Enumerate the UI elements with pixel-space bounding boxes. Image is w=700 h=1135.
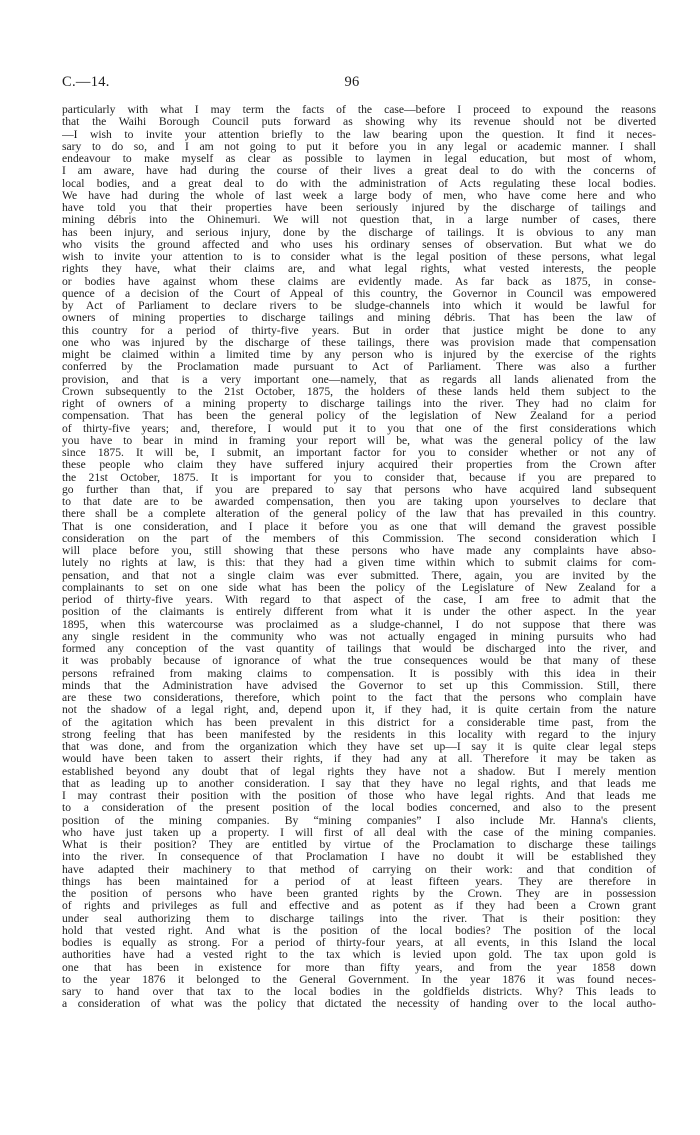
text-line: pensation, and that not a single claim was ever submitted. There, again, you are invited by the (62, 569, 656, 582)
text-line: formed any conception of the vast quantity of tailings that would be discharged into the river, and (62, 643, 656, 655)
text-line: you have to bear in mind in framing your report will be, what was the general policy of the law (62, 434, 656, 447)
text-line: consideration on the part of the members of this Commission. The second consideration which I (62, 532, 656, 545)
text-line: right of owners of a mining property to discharge tailings into the river. They had no claim for (62, 398, 656, 410)
text-line: I am aware, have had during the course of their lives a great deal to do with the concerns of (62, 165, 656, 178)
text-line: or bodies have against whom these claims are evidently made. As far back as 1875, in conse- (62, 275, 656, 288)
text-line: minds that the Administration have advised the Governor to set up this Commission. Still, there (62, 679, 656, 692)
text-line: a consideration of what was the policy that dictated the necessity of handing over to the local autho- (62, 998, 656, 1011)
text-line: have adapted their machinery to that method of carrying on their work: and that condition of (62, 863, 656, 876)
text-line: have told you that their properties have been seriously injured by the discharge of tailings and (62, 202, 656, 214)
text-line: particularly with what I may term the facts of the case—before I proceed to expound the reasons (62, 104, 656, 116)
page-number: 96 (344, 74, 360, 90)
text-line: owners of mining properties to discharge tailings and mining débris. That has been the law of (62, 312, 656, 325)
text-line: of thirty-five years; and, therefore, I would put it to you that one of the first considerations which (62, 422, 656, 435)
text-line: any single resident in the community who was not actually engaged in mining pursuits who had (62, 630, 656, 643)
text-line: who visits the ground affected and who uses his ordinary senses of observation. But what we do (62, 238, 656, 251)
text-line: lutely no rights at law, is this: that they had a given time within which to submit claims for com- (62, 557, 656, 570)
text-line: to that date are to be awarded compensation, then you are taking upon yourselves to declare that (62, 496, 656, 508)
page-header (62, 74, 642, 94)
text-line: these people who claim they have suffered injury acquired their properties from the Crown after (62, 459, 656, 472)
text-line: of rights and privileges as full and effective and as potent as if they had been a Crown grant (62, 900, 656, 913)
text-line: position of the mining companies. By “mining companies” I also include Mr. Hanna's clients, (62, 814, 656, 827)
text-line: under seal authorizing them to discharge tailings into the river. That is their position: they (62, 912, 656, 925)
text-line: wish to invite your attention to is to consider what is the legal position of these persons, what legal (62, 251, 656, 263)
text-line: mining débris into the Ohinemuri. We will not question that, in a large number of cases, there (62, 214, 656, 227)
text-line: local bodies, and a great deal to do with the administration of Acts regulating these local bodies. (62, 177, 656, 190)
text-line: 1895, when this watercourse was proclaimed as a sludge-channel, I do not suppose that there was (62, 618, 656, 631)
text-line: since 1875. It will be, I submit, an important factor for you to consider whether or not any of (62, 447, 656, 459)
text-line: period of thirty-five years. With regard to that aspect of the case, I am free to admit that the (62, 594, 656, 606)
text-line: not the shadow of a legal right, and, depend upon it, if they had, it is quite certain from the nature (62, 704, 656, 717)
text-line: What is their position? They are entitled by virtue of the Proclamation to discharge these tailings (62, 839, 656, 851)
text-line: by Act of Parliament to declare rivers to be sludge-channels into which it would be lawful for (62, 300, 656, 312)
text-line: of the agitation which has been prevalent in this district for a considerable time past, from the (62, 716, 656, 729)
text-line: that as leading up to another consideration. I say that they have no legal rights, and that leads me (62, 777, 656, 790)
text-line: —I wish to invite your attention briefly to the law bearing upon the question. It find it neces- (62, 128, 656, 141)
text-line: there shall be a complete alteration of the general policy of the law that has prevailed in this country. (62, 508, 656, 521)
text-line: complainants to set on one side what has been the policy of the Legislature of New Zealand for a (62, 581, 656, 594)
text-line: go further than that, if you are prepared to say that persons who have acquired land subsequent (62, 483, 656, 496)
text-line: sary to hand over that tax to the local bodies in the goldfields districts. Why? This leads to (62, 986, 656, 998)
text-line: strong feeling that has been manifested by the residents in this locality with regard to the injury (62, 728, 656, 741)
text-line: I may contrast their position with the position of those who have legal rights. And that leads me (62, 790, 656, 802)
text-line: one that has been in existence for more than fifty years, and from the year 1858 down (62, 961, 656, 974)
text-line: persons refrained from making claims to compensation. It is possibly with this idea in their (62, 667, 656, 680)
text-line: are these two considerations, therefore, which point to the fact that the persons who complain have (62, 692, 656, 704)
text-line: might be claimed within a limited time by any person who is injured by the exercise of the rights (62, 349, 656, 361)
text-line: authorities have had a vested right to the tax which is levied upon gold. The tax upon gold is (62, 949, 656, 962)
text-line: endeavour to make myself as clear as possible to laymen in legal education, but most of whom, (62, 153, 656, 165)
text-line: would have been taken to assert their rights, if they had any at all. Therefore it may be taken as (62, 753, 656, 766)
text-line: things has been maintained for a period of at least fifteen years. They are therefore in (62, 875, 656, 888)
text-line: that was done, and from the organization which they have set up—I say it is quite clear legal steps (62, 741, 656, 753)
text-line: hold that vested right. And what is the position of the local bodies? The position of the local (62, 924, 656, 937)
text-line: Crown subsequently to the 21st October, 1875, the holders of these lands held them subject to the (62, 385, 656, 398)
text-line: conferred by the Proclamation made pursuant to Act of Parliament. There was also a further (62, 361, 656, 374)
text-line: bodies is equally as strong. For a period of thirty-four years, at all events, in this Island the local (62, 937, 656, 949)
text-line: That is one consideration, and I place it before you as one that will demand the gravest possible (62, 520, 656, 533)
text-line: to a consideration of the present position of the local bodies concerned, and also to the present (62, 802, 656, 815)
text-line: will place before you, still showing that these persons who have made any complaints have abso- (62, 545, 656, 557)
text-line: that the Waihi Borough Council puts forward as showing why its revenue should not be diverted (62, 116, 656, 129)
text-line: into the river. In consequence of that Proclamation I have no doubt it will be established they (62, 851, 656, 864)
text-line: this country for a period of thirty-five years. But in order that justice might be done to any (62, 324, 656, 337)
text-line: compensation. That has been the general policy of the legislation of New Zealand for a period (62, 410, 656, 423)
body-paragraph (62, 104, 656, 1011)
document-reference: C.—14. (62, 74, 110, 90)
text-line: We have had during the whole of last week a large body of men, who have come here and who (62, 189, 656, 202)
text-line: established beyond any doubt that of legal rights they have not a shadow. But I merely mention (62, 765, 656, 778)
text-line: quence of a decision of the Court of Appeal of this country, the Governor in Council was empowered (62, 287, 656, 300)
text-line: sary to do so, and I am not going to put it before you in any legal or academic manner. I shall (62, 140, 656, 153)
text-line: position of the claimants is entirely different from what it is under the other aspect. In the year (62, 606, 656, 619)
text-line: to the year 1876 it belonged to the General Government. In the year 1876 it was found neces- (62, 973, 656, 986)
text-line: who have just taken up a property. I will first of all deal with the case of the mining companies. (62, 826, 656, 839)
text-line: rights they have, what their claims are, and what legal rights, what vested interests, the people (62, 263, 656, 276)
text-line: the 21st October, 1875. It is important for you to consider that, because if you are prepared to (62, 471, 656, 484)
text-line: the position of persons who have been granted rights by the Crown. They are in possession (62, 888, 656, 900)
text-line: it was probably because of ignorance of what the true consequences would be that many of these (62, 655, 656, 668)
text-line: provision, and that is a very important one—namely, that as regards all lands alienated from the (62, 373, 656, 386)
text-line: has been injury, and serious injury, done by the discharge of tailings. It is obvious to any man (62, 226, 656, 239)
text-line: one who was injured by the discharge of these tailings, there was provision made that compensation (62, 336, 656, 349)
